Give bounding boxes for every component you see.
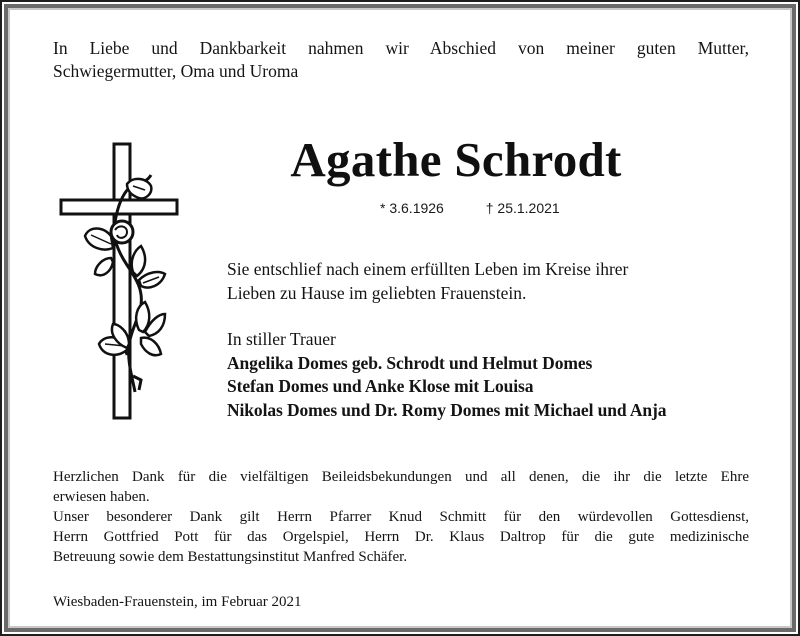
thanks-line: Unser besonderer Dank gilt Herrn Pfarrer Knud Schmitt für den würdevollen Gottesdienst, xyxy=(53,509,749,525)
statement-line-1: Sie entschlief nach einem erfüllten Leben im Kreise ihrer xyxy=(227,259,629,279)
mourners-block xyxy=(227,328,757,422)
mourners-heading: In stiller Trauer xyxy=(227,329,336,349)
thanks-line: erwiesen haben. xyxy=(53,489,150,505)
cross-with-roses-icon xyxy=(55,140,185,425)
intro-line-1: In Liebe und Dankbarkeit nahmen wir Abschied von meiner guten Mutter, xyxy=(53,38,749,58)
death-date: † 25.1.2021 xyxy=(485,200,560,216)
thanks-line: Betreuung sowie dem Bestattungsinstitut Manfred Schäfer. xyxy=(53,549,408,565)
statement-text xyxy=(227,257,747,305)
intro-text xyxy=(53,37,749,83)
deceased-name: Agathe Schrodt xyxy=(290,132,622,187)
place-and-date: Wiesbaden-Frauenstein, im Februar 2021 xyxy=(53,594,302,610)
thanks-line: Herzlichen Dank für die vielfältigen Beileidsbekundungen und all denen, die ihr die letzte Ehre xyxy=(53,469,749,485)
birth-date: * 3.6.1926 xyxy=(380,200,444,216)
intro-line-2: Schwiegermutter, Oma und Uroma xyxy=(53,61,299,81)
thanks-line: Herrn Gottfried Pott für das Orgelspiel, Herrn Dr. Klaus Daltrop für die gute medizinische xyxy=(53,529,749,545)
mourner-name: Stefan Domes und Anke Klose mit Louisa xyxy=(227,376,534,396)
mourner-name: Nikolas Domes und Dr. Romy Domes mit Michael und Anja xyxy=(227,399,667,420)
mourner-name: Angelika Domes geb. Schrodt und Helmut Domes xyxy=(227,352,593,373)
statement-line-2: Lieben zu Hause im geliebten Frauenstein. xyxy=(227,283,527,303)
life-dates xyxy=(380,199,560,217)
thanks-text xyxy=(53,467,749,567)
